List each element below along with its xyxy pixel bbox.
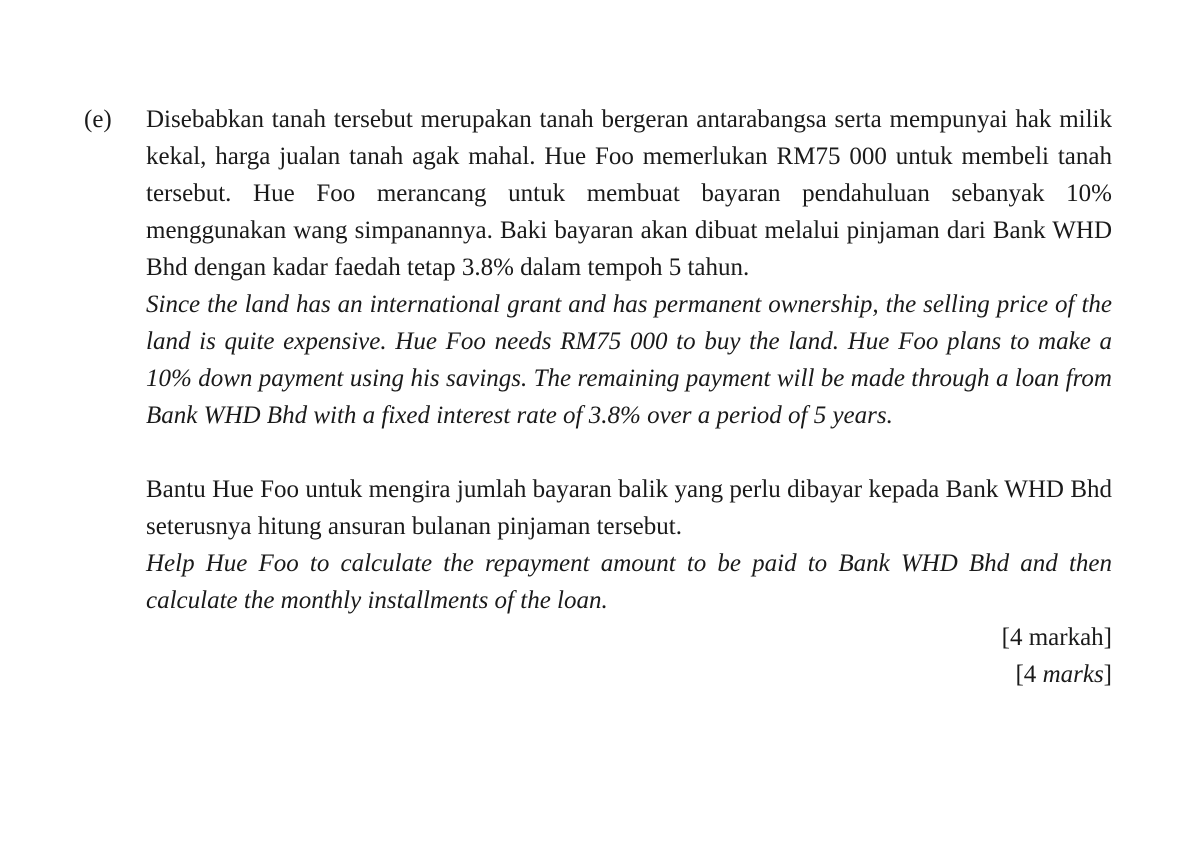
marks-english-word: marks [1042, 661, 1104, 688]
english-task-paragraph: Help Hue Foo to calculate the repayment amount to be paid to Bank WHD Bhd and then calculate the monthly installments of the loan. [146, 550, 1112, 614]
malay-task-paragraph: Bantu Hue Foo untuk mengira jumlah bayaran balik yang perlu dibayar kepada Bank WHD Bhd seterusnya hitung ansuran bulanan pinjaman tersebut. [146, 476, 1112, 540]
marks-english-open: [4 [1015, 661, 1043, 688]
paragraph-spacer [146, 434, 1112, 471]
marks-english-close: ] [1103, 661, 1112, 688]
marks-malay: [4 markah] [1001, 624, 1112, 651]
marks-english [146, 656, 1112, 693]
english-intro-paragraph: Since the land has an international grant and has permanent ownership, the selling price of the land is quite expensive. Hue Foo needs RM75 000 to buy the land. Hue Foo plans to make a 10% down payment using his savings. The remaining payment will be made through a loan from Bank WHD Bhd with a fixed interest rate of 3.8% over a period of 5 years. [146, 291, 1112, 429]
malay-intro-paragraph: Disebabkan tanah tersebut merupakan tanah bergeran antarabangsa serta mempunyai hak milik kekal, harga jualan tanah agak mahal. Hue Foo memerlukan RM75 000 untuk membeli tanah tersebut. Hue Foo merancang untuk membuat bayaran pendahuluan sebanyak 10% menggunakan wang simpanannya. Baki bayaran akan dibuat melalui pinjaman dari Bank WHD Bhd dengan kadar faedah tetap 3.8% dalam tempoh 5 tahun. [146, 106, 1112, 281]
question-body [146, 101, 1112, 693]
question-label: (e) [84, 106, 112, 133]
